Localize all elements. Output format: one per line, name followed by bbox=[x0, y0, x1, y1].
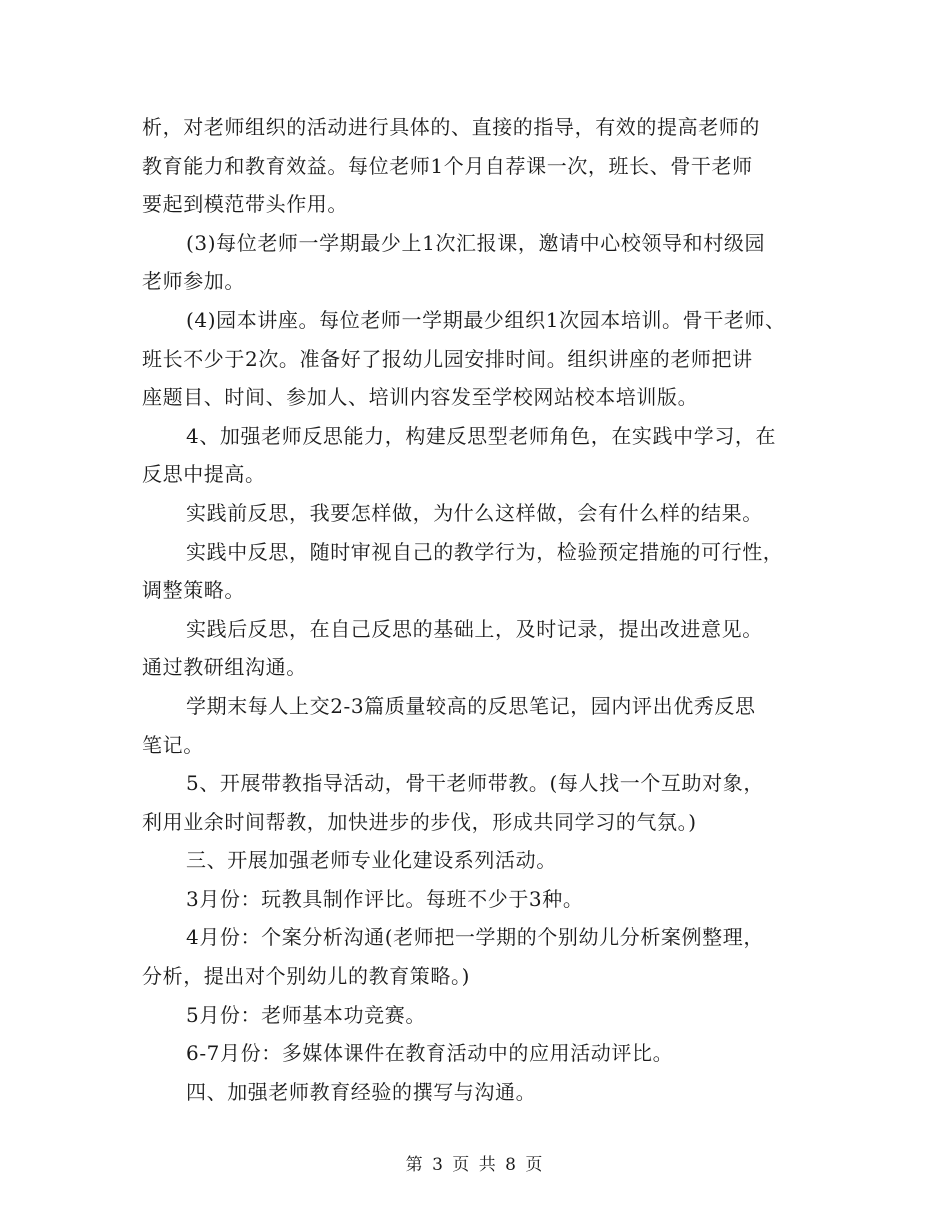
document-body bbox=[142, 108, 822, 1111]
text-line: (4)园本讲座。每位老师一学期最少组织1次园本培训。骨干老师、 bbox=[186, 307, 786, 332]
text-line: 分析，提出对个别幼儿的教育策略。) bbox=[142, 964, 471, 989]
text-line: 4月份：个案分析沟通(老师把一学期的个别幼儿分析案例整理， bbox=[186, 925, 764, 950]
text-line: 调整策略。 bbox=[142, 578, 245, 603]
text-line: 座题目、时间、参加人、培训内容发至学校网站校本培训版。 bbox=[142, 385, 699, 410]
text-line: 5、开展带教指导活动，骨干老师带教。(每人找一个互助对象， bbox=[186, 771, 764, 796]
text-line: 班长不少于2次。准备好了报幼儿园安排时间。组织讲座的老师把讲 bbox=[142, 346, 753, 371]
text-line: 6-7月份：多媒体课件在教育活动中的应用活动评比。 bbox=[186, 1041, 674, 1066]
text-line: (3)每位老师一学期最少上1次汇报课，邀请中心校领导和村级园 bbox=[186, 230, 766, 255]
text-line: 实践前反思，我要怎样做，为什么这样做，会有什么样的结果。 bbox=[186, 500, 763, 525]
text-line: 3月份：玩教具制作评比。每班不少于3种。 bbox=[186, 886, 584, 911]
text-line: 5月份：老师基本功竞赛。 bbox=[186, 1002, 426, 1027]
text-line: 析，对老师组织的活动进行具体的、直接的指导，有效的提高老师的 bbox=[142, 115, 760, 139]
text-line: 通过教研组沟通。 bbox=[142, 655, 307, 680]
text-line: 要起到模范带头作用。 bbox=[142, 192, 348, 217]
text-line: 学期末每人上交2-3篇质量较高的反思笔记，园内评出优秀反思 bbox=[186, 693, 756, 718]
text-line: 反思中提高。 bbox=[142, 462, 266, 487]
text-line: 4、加强老师反思能力，构建反思型老师角色，在实践中学习，在 bbox=[186, 423, 777, 448]
page-number-footer: 第 3 页 共 8 页 bbox=[405, 1155, 545, 1175]
text-line: 笔记。 bbox=[142, 732, 204, 757]
text-line: 实践后反思，在自己反思的基础上，及时记录，提出改进意见。 bbox=[186, 616, 763, 641]
text-line: 老师参加。 bbox=[142, 269, 245, 294]
text-line: 利用业余时间帮教，加快进步的步伐，形成共同学习的气氛。) bbox=[142, 809, 697, 834]
section-heading: 三、开展加强老师专业化建设系列活动。 bbox=[186, 848, 557, 873]
section-heading: 四、加强老师教育经验的撰写与沟通。 bbox=[186, 1079, 537, 1104]
text-line: 教育能力和教育效益。每位老师1个月自荐课一次，班长、骨干老师 bbox=[142, 153, 753, 178]
text-line: 实践中反思，随时审视自己的教学行为，检验预定措施的可行性， bbox=[186, 539, 784, 564]
